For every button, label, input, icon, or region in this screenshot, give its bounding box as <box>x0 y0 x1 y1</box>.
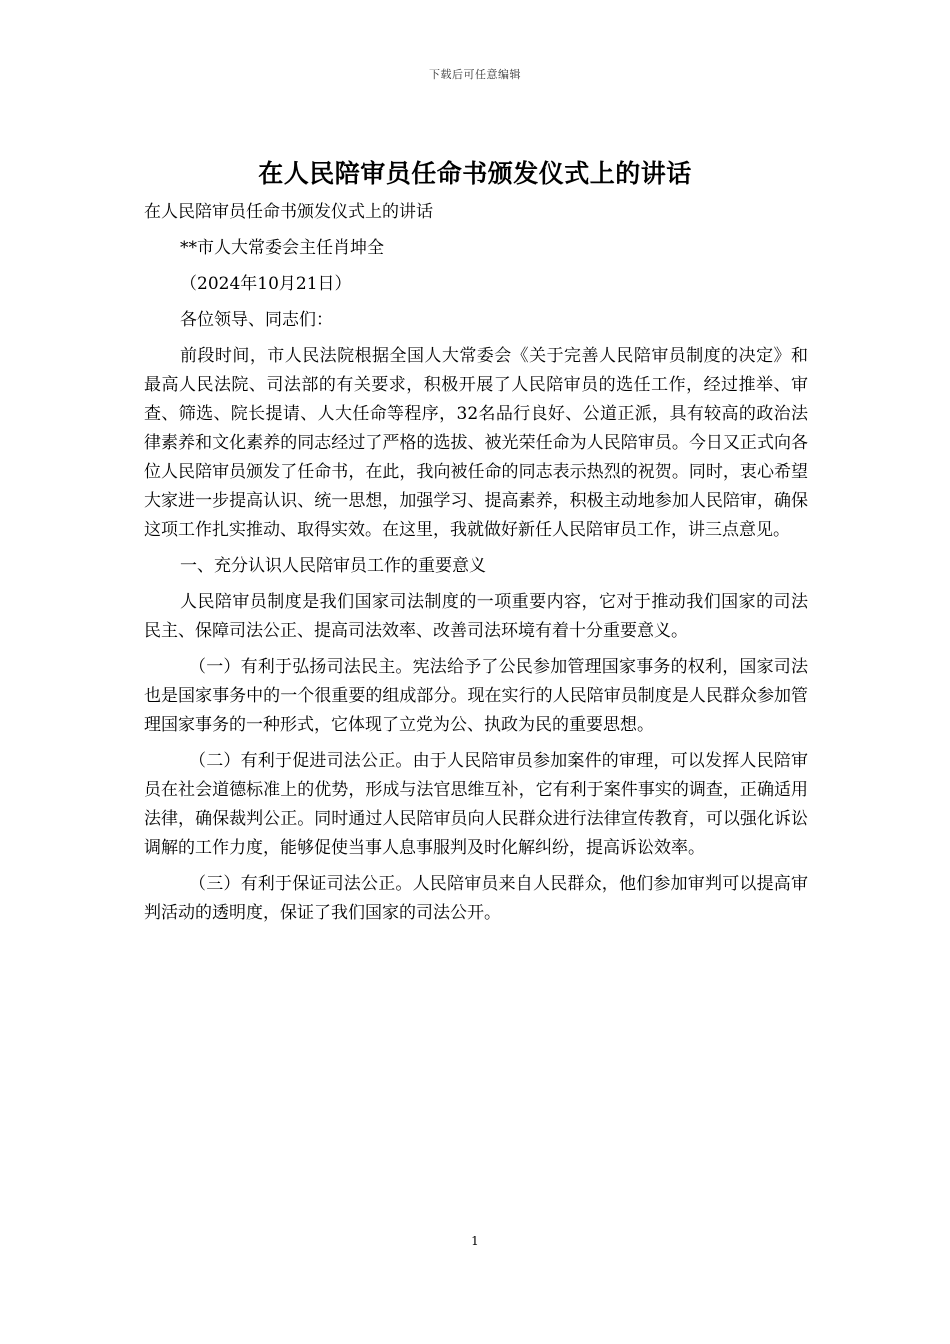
paragraph-significance: 人民陪审员制度是我们国家司法制度的一项重要内容，它对于推动我们国家的司法民主、保障司法公正、提高司法效率、改善司法环境有着十分重要意义。 <box>144 592 808 641</box>
page-header-note: 下载后可任意编辑 <box>429 68 521 81</box>
document-title: 在人民陪审员任命书颁发仪式上的讲话 <box>258 159 692 188</box>
page-number: 1 <box>471 1234 479 1248</box>
document-subtitle: 在人民陪审员任命书颁发仪式上的讲话 <box>144 202 433 222</box>
paragraph-intro: 前段时间，市人民法院根据全国人大常委会《关于完善人民陪审员制度的决定》和最高人民法院、司法部的有关要求，积极开展了人民陪审员的选任工作，经过推举、审查、筛选、院长提请、人大任命等程序，32名品行良好、公道正派，具有较高的政治法律素养和文化素养的同志经过了严格的选拔、被光荣任命为人民陪审员。今日又正式向各位人民陪审员颁发了任命书，在此，我向被任命的同志表示热烈的祝贺。同时，衷心希望大家进一步提高认识、统一思想，加强学习、提高素养，积极主动地参加人民陪审，确保这项工作扎实推动、取得实效。在这里，我就做好新任人民陪审员工作，讲三点意见。 <box>144 346 808 540</box>
date-line: （2024年10月21日） <box>180 274 352 294</box>
document-body <box>144 198 808 935</box>
section-heading-1: 一、充分认识人民陪审员工作的重要意义 <box>180 556 486 576</box>
speaker-line: **市人大常委会主任肖坤全 <box>180 238 384 258</box>
salutation: 各位领导、同志们： <box>180 310 333 330</box>
paragraph-point-2: （二）有利于促进司法公正。由于人民陪审员参加案件的审理，可以发挥人民陪审员在社会道德标准上的优势，形成与法官思维互补，它有利于案件事实的调查，正确适用法律，确保裁判公正。同时通过人民陪审员向人民群众进行法律宣传教育，可以强化诉讼调解的工作力度，能够促使当事人息事服判及时化解纠纷，提高诉讼效率。 <box>144 751 808 858</box>
paragraph-point-3: （三）有利于保证司法公正。人民陪审员来自人民群众，他们参加审判可以提高审判活动的透明度，保证了我们国家的司法公开。 <box>144 874 808 923</box>
paragraph-point-1: （一）有利于弘扬司法民主。宪法给予了公民参加管理国家事务的权利，国家司法也是国家事务中的一个很重要的组成部分。现在实行的人民陪审员制度是人民群众参加管理国家事务的一种形式，它体现了立党为公、执政为民的重要思想。 <box>144 657 808 735</box>
